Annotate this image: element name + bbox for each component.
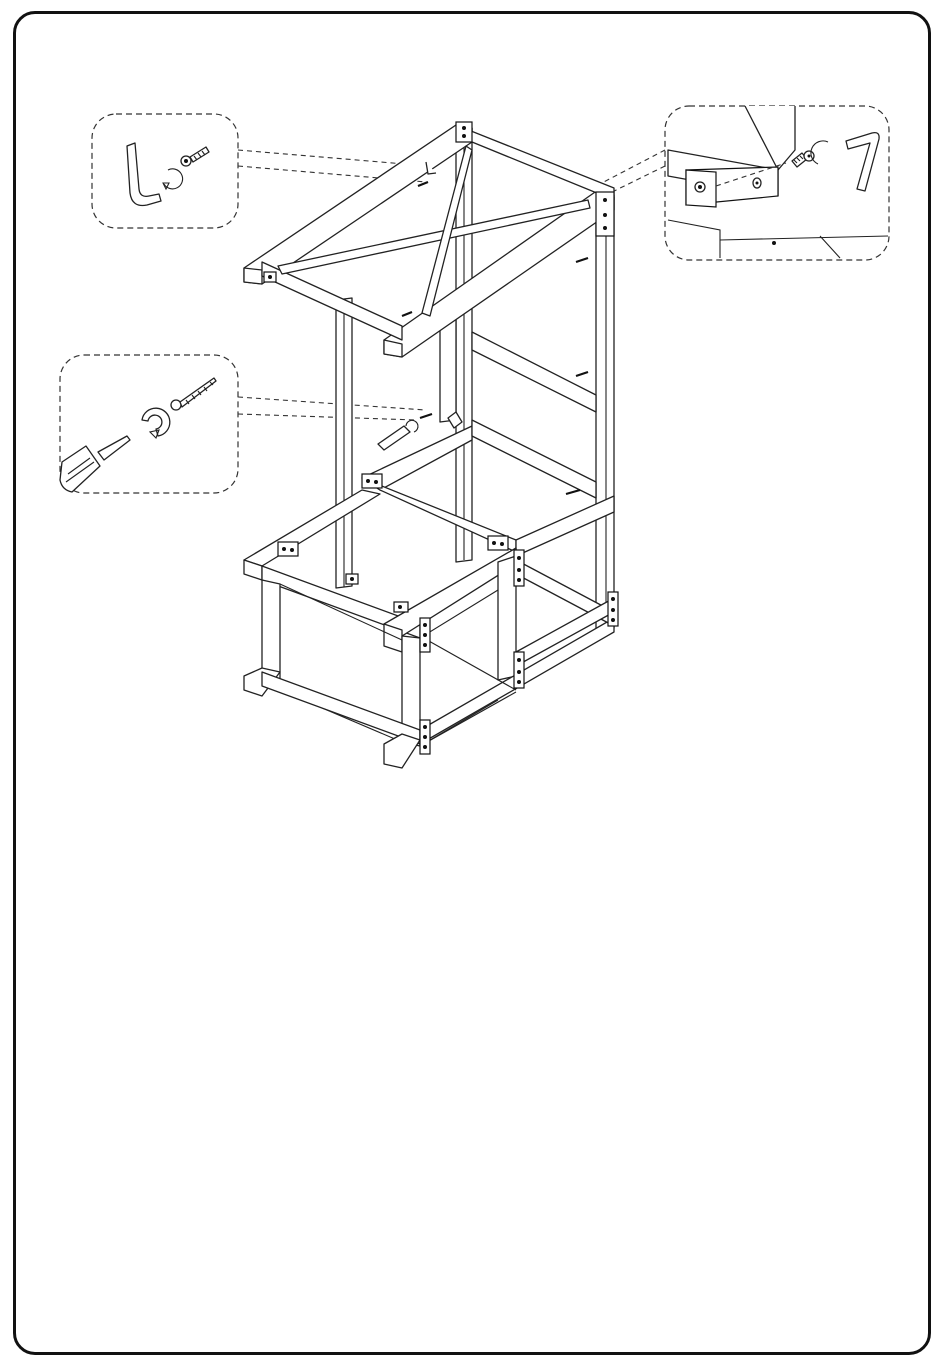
callout-allen-key-cap [92,114,238,228]
leader-line [606,166,665,195]
callout-screwdriver-screw [60,355,238,493]
leader-line [238,397,425,410]
leader-line [238,414,416,420]
callout-corner-bracket [665,106,889,260]
leader-line [598,150,665,185]
frame-assembly [244,122,618,768]
screwdriver-icon [378,426,410,450]
